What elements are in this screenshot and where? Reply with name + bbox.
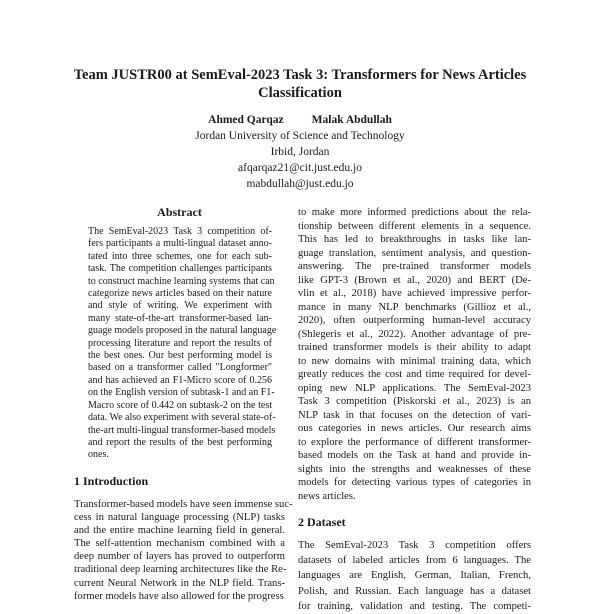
text-line: datasets of labeled articles from 6 languages. The bbox=[298, 555, 531, 567]
text-line: Macro score of 0.442 on subtask-2 on the test bbox=[88, 399, 272, 411]
text-line: guage models proposed in the natural language bbox=[88, 325, 277, 337]
text-line: for training, validation and testing. The competi- bbox=[298, 600, 531, 612]
text-line: cess in natural language processing (NLP) tasks bbox=[74, 512, 285, 524]
text-line: traditional deep learning architectures like the Re- bbox=[74, 564, 287, 576]
text-line: vlin et al., 2018) have achieved impressive perfor- bbox=[298, 288, 531, 299]
text-line: NLP task in that focuses on the detection of vari- bbox=[298, 409, 531, 421]
affiliation: Jordan University of Science and Technology bbox=[195, 130, 405, 142]
text-line: Transformer-based models have seen immense suc- bbox=[74, 499, 293, 510]
author-name: Malak Abdullah bbox=[311, 114, 392, 126]
text-line: to new domains with minimal training data, which bbox=[298, 355, 531, 367]
location: Irbid, Jordan bbox=[270, 146, 330, 158]
dataset-text bbox=[298, 538, 531, 614]
text-line: the best ones. Our best performing model is bbox=[88, 350, 272, 362]
text-line: on the English version of subtask-1 and an F1- bbox=[88, 387, 275, 399]
text-line: trained transformer models is their ability to adapt bbox=[298, 342, 531, 353]
text-line: data. We also experiment with several state-of- bbox=[88, 412, 276, 424]
text-line: answering. The pre-trained transformer models bbox=[298, 261, 531, 272]
text-line: Task 3 competition (Piskorski et al., 2023) is an bbox=[298, 396, 531, 407]
title-line: Team JUSTR00 at SemEval-2023 Task 3: Transformers for News Articles bbox=[73, 67, 527, 83]
introduction-text bbox=[74, 498, 293, 603]
dataset-heading: 2 Dataset bbox=[298, 515, 346, 529]
text-line: This has led to breakthroughs in tasks like lan- bbox=[298, 234, 531, 245]
introduction-heading: 1 Introduction bbox=[74, 474, 149, 488]
text-line: tated into three schemes, one for each sub- bbox=[88, 250, 272, 262]
text-line: categorize news articles based on their nature bbox=[88, 288, 272, 300]
text-line: The SemEval-2023 Task 3 competition of- bbox=[88, 226, 272, 237]
text-line: deep number of layers has proved to outperform bbox=[74, 551, 285, 563]
text-line: The self-attention mechanism combined with a bbox=[74, 538, 285, 550]
text-line: former models have also allowed for the progress bbox=[74, 590, 284, 602]
author-block bbox=[60, 112, 540, 192]
email: mabdullah@just.edu.jo bbox=[246, 178, 354, 190]
paper-title bbox=[60, 66, 540, 102]
text-line: task. The competition challenges participants bbox=[88, 263, 272, 275]
text-line: processing literature and report the results of bbox=[88, 337, 272, 349]
title-line: Classification bbox=[258, 85, 342, 101]
text-line: guage translation, sentiment analysis, and question- bbox=[298, 247, 531, 259]
text-line: and report the results of the best performing bbox=[88, 436, 272, 448]
text-line: Polish, and Russian. Each language has a dataset bbox=[298, 585, 531, 597]
text-line: models for detecting various types of categories in bbox=[298, 477, 531, 488]
text-line: ous categories in news articles. Our research aims bbox=[298, 423, 531, 434]
text-line: sights into the strengths and weaknesses of these bbox=[298, 463, 531, 475]
text-line: fers participants a multi-lingual dataset anno- bbox=[88, 238, 272, 250]
text-line: current Neural Network in the NLP field. Trans- bbox=[74, 577, 285, 589]
right-column-text bbox=[298, 206, 531, 503]
text-line: news articles. bbox=[298, 490, 356, 502]
text-line: tionship between different elements in a sequence. bbox=[298, 220, 531, 232]
text-line: to explore the performance of different transformer- bbox=[298, 436, 531, 448]
text-line: many state-of-the-art transformer-based lan- bbox=[88, 312, 272, 324]
text-line: to make more informed predictions about the rela- bbox=[298, 207, 531, 218]
text-line: (Shlegeris et al., 2022). Another advantage of pre- bbox=[298, 328, 531, 340]
text-line: 2020), often outperforming human-level accuracy bbox=[298, 315, 531, 326]
text-line: languages are English, German, Italian, French, bbox=[298, 570, 531, 582]
text-line: to construct machine learning systems that can bbox=[88, 275, 275, 287]
author-name: Ahmed Qarqaz bbox=[208, 114, 284, 126]
abstract-text bbox=[88, 226, 277, 462]
text-line: the-art multi-lingual transformer-based models bbox=[88, 424, 276, 436]
text-line: ones. bbox=[88, 449, 109, 461]
text-line: mance in many NLP benchmarks (Gillioz et al., bbox=[298, 301, 531, 313]
text-line: greatly reduces the cost and time required for devel- bbox=[298, 369, 531, 380]
text-line: based on a transformer called "Longformer" bbox=[88, 362, 272, 374]
abstract-heading: Abstract bbox=[157, 205, 202, 219]
email: afqarqaz21@cit.just.edu.jo bbox=[238, 162, 362, 174]
text-line: and style of writing. We experiment with bbox=[88, 300, 272, 312]
text-line: and the entire machine learning field in general. bbox=[74, 525, 285, 537]
text-line: The SemEval-2023 Task 3 competition offers bbox=[298, 540, 531, 551]
text-line: based models on the Task at hand and provide in- bbox=[298, 450, 531, 461]
text-line: like GPT-3 (Brown et al., 2020) and BERT (De- bbox=[298, 274, 531, 286]
text-line: oping new NLP applications. The SemEval-2023 bbox=[298, 382, 531, 394]
text-line: and has achieved an F1-Micro score of 0.256 bbox=[88, 374, 272, 386]
